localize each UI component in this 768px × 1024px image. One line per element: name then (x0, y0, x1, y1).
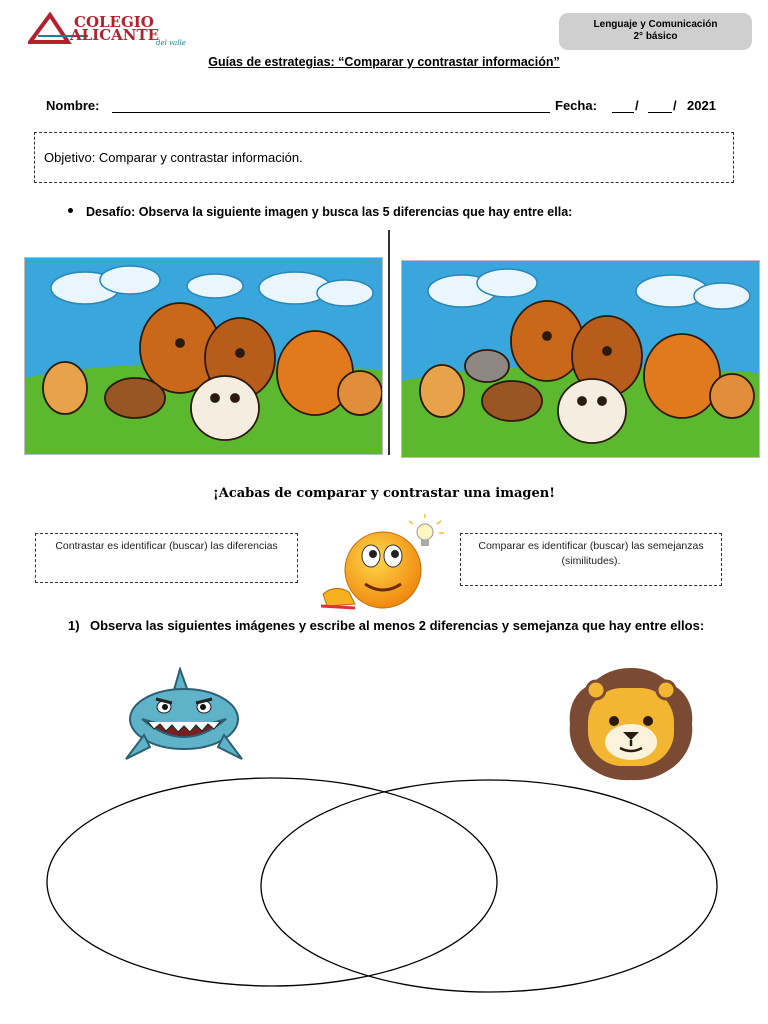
section-headline: ¡Acabas de comparar y contrastar una imagen! (213, 486, 555, 501)
question-number: 1) (68, 618, 80, 633)
question-text: Observa las siguientes imágenes y escribe al menos 2 diferencias y semejanza que hay entre ellos: (90, 618, 705, 633)
venn-diagram (44, 776, 722, 996)
venn-circle-right[interactable] (261, 780, 717, 992)
bullet-dot (68, 208, 73, 213)
name-field[interactable] (112, 98, 550, 113)
year-label: 2021 (687, 98, 716, 113)
objective-text: Objetivo: Comparar y contrastar información. (44, 150, 303, 165)
lion-icon (566, 666, 696, 782)
grade-label: 2° básico (633, 31, 678, 42)
name-date-row (46, 98, 726, 116)
subject-label: Lenguaje y Comunicación (593, 19, 718, 30)
subject-badge (559, 13, 752, 50)
contrast-definition-box (35, 533, 298, 583)
logo-line1: COLEGIO (74, 13, 154, 31)
school-logo (28, 12, 188, 46)
thinking-emoji-icon (315, 514, 453, 613)
logo-tagline: del valle (156, 39, 186, 46)
scene-image-left (24, 257, 383, 455)
shark-icon (120, 667, 248, 763)
date-separator-2: / (673, 98, 677, 113)
name-label: Nombre: (46, 98, 100, 113)
date-day-field[interactable] (612, 98, 634, 113)
compare-definition-box (460, 533, 722, 586)
challenge-text: Desafío: Observa la siguiente imagen y busca las 5 diferencias que hay entre ella: (86, 205, 573, 219)
date-label: Fecha: (555, 98, 597, 113)
scene-image-right (401, 260, 760, 458)
logo-line2: ALICANTE (70, 26, 160, 44)
challenge-bullet (68, 205, 572, 219)
contrast-definition-text: Contrastar es identificar (buscar) las diferencias (55, 540, 278, 552)
date-month-field[interactable] (648, 98, 672, 113)
date-separator-1: / (635, 98, 639, 113)
venn-circle-left[interactable] (47, 778, 497, 986)
objective-box (34, 132, 734, 183)
compare-definition-text: Comparar es identificar (buscar) las semejanzas (similitudes). (478, 540, 704, 567)
page-title: Guías de estrategias: “Comparar y contrastar información” (208, 55, 560, 69)
image-divider (388, 230, 390, 455)
